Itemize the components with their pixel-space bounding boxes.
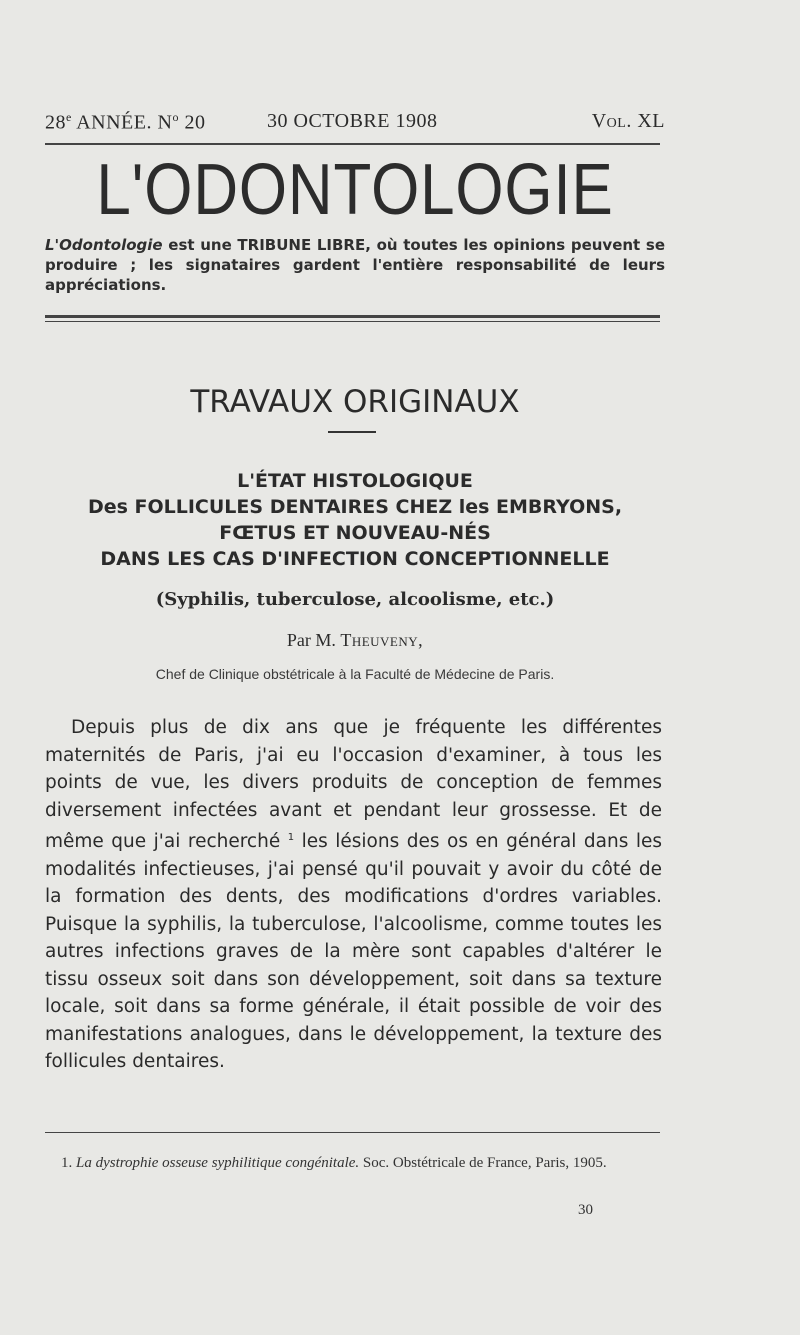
- disclaimer-journal-name: L'Odontologie: [45, 236, 163, 254]
- article-title-line: FŒTUS ET NOUVEAU-NÉS: [219, 522, 491, 544]
- article-body: [45, 714, 662, 1076]
- header-rule: [45, 143, 660, 145]
- volume-label: Vol. XL: [591, 110, 665, 132]
- article-title-line: L'ÉTAT HISTOLOGIQUE: [237, 470, 473, 492]
- issue-number: 20: [178, 111, 206, 134]
- footnote-text: [45, 1153, 665, 1173]
- issue-number-suffix: o: [172, 110, 179, 124]
- journal-masthead: L'ODONTOLOGIE: [96, 150, 614, 230]
- article-title: [45, 468, 665, 572]
- issue-date: 30 OCTOBRE 1908: [267, 110, 438, 132]
- footnote-number: 1.: [61, 1155, 73, 1171]
- footnote-title: La dystrophie osseuse syphilitique congénitale.: [76, 1155, 360, 1171]
- author-affiliation: Chef de Clinique obstétricale à la Faculté de Médecine de Paris.: [155, 666, 555, 682]
- masthead-rule-thin: [45, 321, 660, 322]
- article-subtitle: (Syphilis, tuberculose, alcoolisme, etc.): [155, 589, 555, 610]
- article-title-line: Des FOLLICULES DENTAIRES CHEZ les EMBRYONS,: [87, 496, 623, 518]
- issue-year-suffix: e: [66, 110, 72, 124]
- footnote-reference[interactable]: 1: [287, 832, 295, 843]
- body-paragraph: [45, 714, 662, 1076]
- editorial-disclaimer: [45, 235, 665, 295]
- section-divider: [328, 431, 376, 433]
- author-line: [45, 628, 665, 652]
- author-prefix: Par M.: [286, 630, 341, 650]
- issue-year-number: 28: [45, 111, 66, 134]
- section-title: TRAVAUX ORIGINAUX: [190, 384, 520, 420]
- issue-info: [45, 110, 205, 135]
- footnote-source: Soc. Obstétricale de France, Paris, 1905.: [359, 1155, 607, 1171]
- page-number: 30: [578, 1202, 593, 1218]
- issue-label: ANNÉE. N: [71, 111, 173, 134]
- body-text-end: les lésions des os en général dans les modalités infectieuses, j'ai pensé qu'il pouvait y avoir du côté de la formation des dents, des modifications d'ordres variables. Puisque la syphilis, la tuberculose, l'alcoolisme, comme toutes les autres infections graves de la mère sont capables d'altérer le tissu osseux soit dans son développement, soit dans sa texture locale, soit dans sa forme générale, il était possible de voir des manifestations analogues, dans le développement, la texture des follicules dentaires.: [45, 831, 662, 1073]
- disclaimer-text: est une TRIBUNE LIBRE, où toutes les opinions peuvent se produire ; les signataires gardent l'entière responsabilité de leurs appréciations.: [45, 236, 665, 294]
- author-name: Theuveny,: [340, 630, 424, 650]
- running-header: [45, 110, 665, 140]
- article-title-line: DANS LES CAS D'INFECTION CONCEPTIONNELLE: [100, 548, 610, 570]
- body-text-start: Depuis plus de dix ans que je fréquente les différentes maternités de Paris, j'ai eu l'occasion d'examiner, à tous les points de vue, les divers produits de conception de femmes diversement infectées avant et pendant leur grossesse. Et de même que j'ai recherché: [45, 717, 662, 853]
- footnote-rule: [45, 1132, 660, 1133]
- masthead-rule-thick: [45, 315, 660, 318]
- footnote: [45, 1153, 665, 1173]
